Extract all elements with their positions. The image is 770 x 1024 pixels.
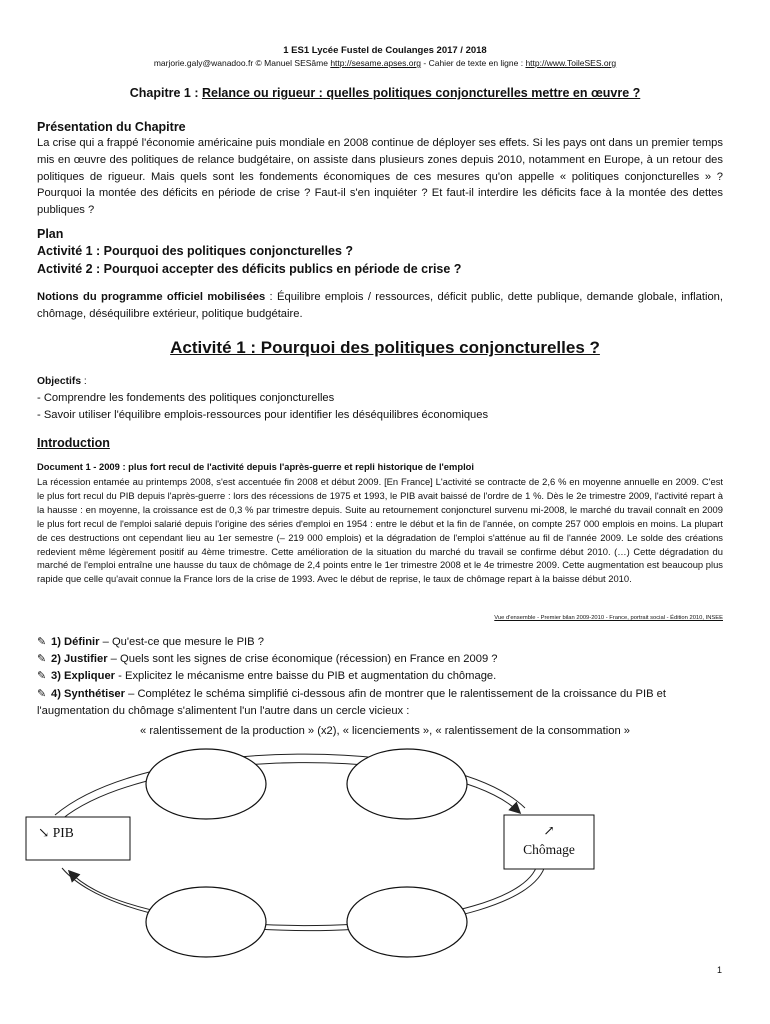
plan-heading: Plan	[37, 227, 64, 241]
question-text: – Qu'est-ce que mesure le PIB ?	[99, 636, 264, 648]
pencil-icon: ✎	[37, 670, 47, 683]
presentation-heading: Présentation du Chapitre	[37, 120, 186, 134]
blank-ellipse-bottom-right[interactable]	[347, 887, 467, 957]
header-contact-text-2: - Cahier de texte en ligne :	[421, 58, 526, 68]
chomage-label: Chômage	[523, 842, 575, 857]
pencil-icon: ✎	[37, 653, 47, 666]
document-source-link[interactable]: Vue d'ensemble - Premier bilan 2009-2010 - France, portrait social	[494, 615, 665, 621]
header-course-line: 1 ES1 Lycée Fustel de Coulanges 2017 / 2018	[283, 45, 487, 56]
pib-text: PIB	[52, 825, 74, 840]
plan-activity-1: Activité 1 : Pourquoi des politiques conjoncturelles ?	[37, 244, 354, 258]
question-text: – Quels sont les signes de crise économique (récession) en France en 2009 ?	[107, 653, 498, 666]
question-verb: 3) Expliquer	[51, 670, 116, 683]
question-verb: 2) Justifier	[51, 653, 108, 666]
question-verb: 1) Définir	[51, 636, 100, 648]
document-title: Document 1 - 2009 : plus fort recul de l'activité depuis l'après-guerre et repli historique de l'emploi	[37, 461, 475, 472]
bottom-arc-inner	[70, 860, 538, 926]
chapter-title-text: Relance ou rigueur : quelles politiques conjoncturelles mettre en œuvre ?	[201, 86, 641, 100]
document-source-suffix: - Édition 2010, INSEE	[664, 615, 723, 621]
toileses-link[interactable]: http://www.ToileSES.org	[525, 58, 617, 68]
objectifs-label: Objectifs	[37, 376, 82, 387]
blank-ellipse-top-left[interactable]	[146, 749, 266, 819]
introduction-heading: Introduction	[37, 436, 110, 450]
document-text: La récession entamée au printemps 2008, s'est accentuée fin 2008 et début 2009. [En France] L'activité se contracte de 2,6 % en moyenne annuelle en 2009. C'est le plus fort recul du PIB depuis l'après-guerre : lors des récessions de 1975 et 1993, le PIB avait baissé de l'ordre de 1 %. Dès le 2e trimestre 2009, l'activité repart à la hausse : en moyenne, la croissance est de 0,3 % par trimestre depuis. Suite au retournement conjoncturel survenu mi-2008, le marché du travail connaît en 2009 le plus fort recul de l'emploi salarié depuis l'origine des séries d'emploi en 1954 : entre le début et la fin de l'année, on compte 257 000 emplois en moins. La plupart de ces destructions ont cependant lieu au 1er semestre (– 219 000 emplois) et la dégradation de l'emploi s'atténue au fil de l'année 2009. Le solde des créations redevient même légèrement positif au 4ème trimestre. Cette amélioration de la situation du marché du travail se confirme début 2010. (…) Cette dégradation du marché de l'emploi entraîne une hausse du taux de chômage de 2,4 points entre le 1er trimestre 2008 et le 4e trimestre 2009. Cette augmentation est beaucoup plus rapide que celle qu'avait connue la France lors de la crise de 1993. Avec le début de reprise, le taux de chômage repart à la baisse début 2010.	[37, 476, 723, 585]
plan-activity-2: Activité 2 : Pourquoi accepter des déficits publics en période de crise ?	[37, 262, 462, 276]
notions-label: Notions du programme officiel mobilisées	[37, 291, 266, 303]
blank-ellipse-top-right[interactable]	[347, 749, 467, 819]
bottom-arc	[62, 860, 546, 931]
objectif-item: - Savoir utiliser l'équilibre emplois-ressources pour identifier les déséquilibres économiques	[37, 408, 489, 421]
objectif-item: - Comprendre les fondements des politiques conjoncturelles	[37, 392, 335, 404]
pib-label	[38, 825, 74, 841]
presentation-text: La crise qui a frappé l'économie américaine puis mondiale en 2008 continue de déployer ses effets. Si les pays ont dans un premier temps mis en œuvre des politiques de relance budgétaire, on assiste dans plusieurs zones depuis 2010, notamment en Europe, à un retour des politiques de rigueur. Mais quels sont les fondements économiques de ces mesures qu'on appelle « politiques conjoncturelles » ? Pourquoi la montée des déficits en période de crise ? Faut-il s'en inquiéter ? Et faut-il interdire les déficits face à la montée des dettes publiques ?	[37, 137, 723, 217]
page-number: 1	[716, 965, 722, 975]
objectifs-suffix: :	[81, 376, 87, 387]
notions-text: : Équilibre emplois / ressources, déficit public, dette publique, demande globale, inflation, chômage, déséquilibre extérieur, politique budgétaire.	[37, 291, 723, 320]
question-text: - Explicitez le mécanisme entre baisse du PIB et augmentation du chômage.	[115, 670, 497, 683]
activity-title: Activité 1 : Pourquoi des politiques conjoncturelles ?	[170, 338, 600, 357]
diagram-hint: « ralentissement de la production » (x2), « licenciements », « ralentissement de la consommation »	[139, 725, 631, 737]
header-contact-text: marjorie.galy@wanadoo.fr © Manuel SESâme	[153, 58, 331, 68]
sesame-link[interactable]: http://sesame.apses.org	[330, 58, 422, 68]
chomage-arrow: ↗	[543, 823, 555, 838]
question-text: – Complétez le schéma simplifié ci-dessous afin de montrer que le ralentissement de la croissance du PIB et l'augmentation du chômage s'alimentent l'un l'autre dans un cercle vicieux :	[37, 687, 666, 717]
pencil-icon: ✎	[37, 636, 47, 648]
pencil-icon: ✎	[37, 687, 47, 700]
question-verb: 4) Synthétiser	[51, 687, 125, 700]
blank-ellipse-bottom-left[interactable]	[146, 887, 266, 957]
trend-down-icon: ↘	[38, 825, 50, 840]
chapter-label: Chapitre 1 :	[129, 86, 202, 100]
